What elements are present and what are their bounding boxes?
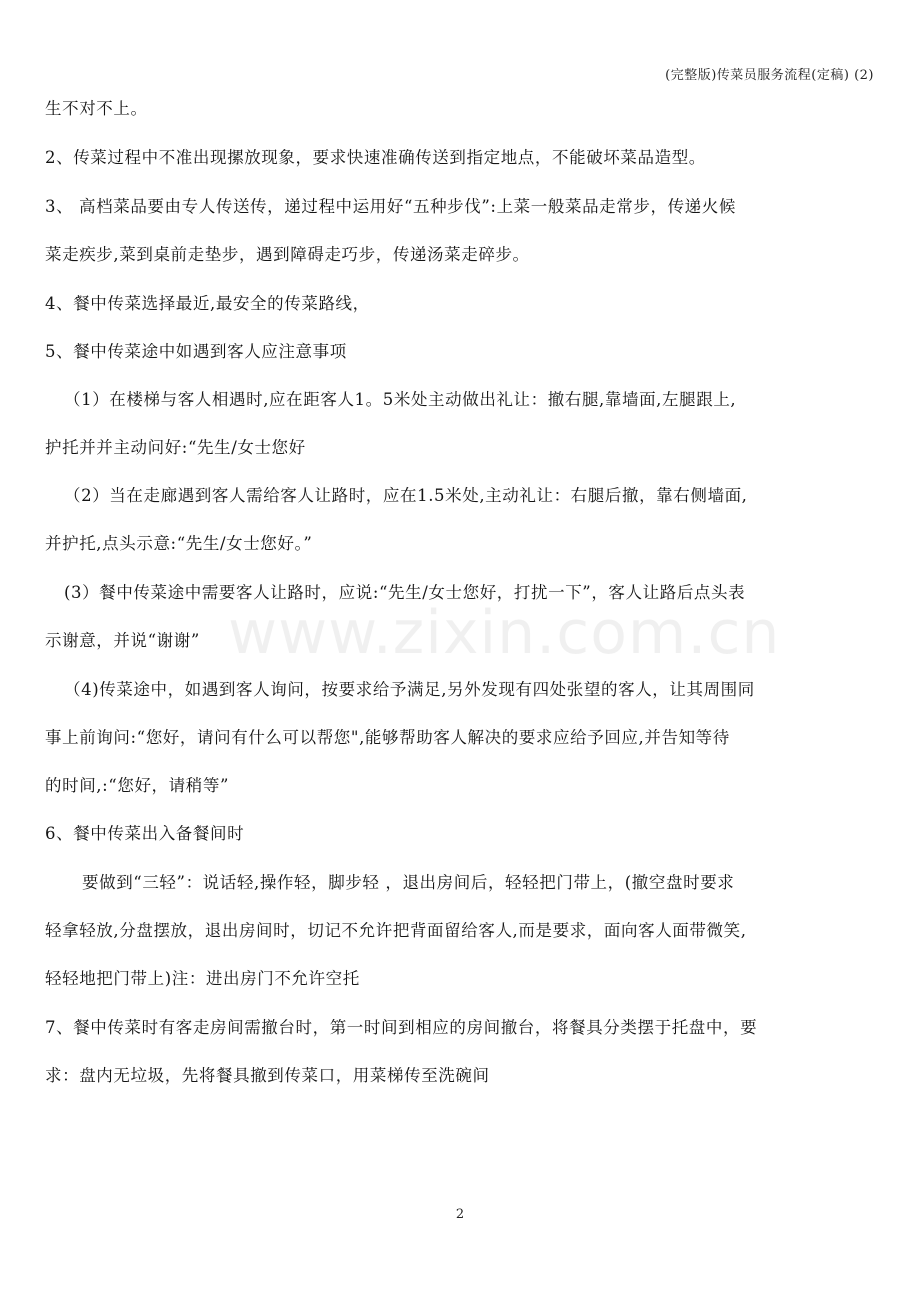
text-line: 护托并并主动问好:“先生/女士您好 [45, 438, 306, 457]
text-line: 的时间,:“您好，请稍等” [45, 776, 229, 795]
text-line: 2、传菜过程中不准出现摞放现象，要求快速准确传送到指定地点，不能破坏菜品造型。 [45, 148, 706, 167]
text-line: （1）在楼梯与客人相遇时,应在距客人1。5米处主动做出礼让：撤右腿,靠墙面,左腿跟上, [64, 390, 737, 409]
watermark: www.zixin.com.cn [228, 598, 781, 668]
text-line: 示谢意，并说“谢谢” [45, 631, 200, 650]
text-line: 4、餐中传菜选择最近,最安全的传菜路线， [45, 294, 370, 313]
text-line: 7、餐中传菜时有客走房间需撤台时，第一时间到相应的房间撤台，将餐具分类摆于托盘中，要 [45, 1018, 758, 1037]
text-line: 轻拿轻放,分盘摆放，退出房间时，切记不允许把背面留给客人,而是要求，面向客人面带微笑, [45, 921, 747, 940]
text-line: 生不对不上。 [45, 99, 148, 118]
text-line: 求：盘内无垃圾，先将餐具撤到传菜口，用菜梯传至洗碗间 [45, 1066, 490, 1085]
text-line: 5、餐中传菜途中如遇到客人应注意事项 [45, 342, 347, 361]
text-line: 6、餐中传菜出入备餐间时 [45, 824, 245, 843]
text-line: 3、 高档菜品要由专人传送传，递过程中运用好“五种步伐”:上菜一般菜品走常步，传递火候 [45, 197, 736, 216]
page-number: 2 [455, 1207, 465, 1222]
text-line: 事上前询问:“您好，请问有什么可以帮您",能够帮助客人解决的要求应给予回应,并告知等待 [45, 728, 730, 747]
text-line: 轻轻地把门带上)注：进出房门不允许空托 [45, 969, 360, 988]
text-line: （4)传菜途中，如遇到客人询问，按要求给予满足,另外发现有四处张望的客人，让其周围同 [64, 680, 755, 699]
text-line: 要做到“三轻”：说话轻,操作轻，脚步轻 ，退出房间后，轻轻把门带上，(撤空盘时要求 [82, 873, 735, 892]
text-line: 菜走疾步,菜到桌前走垫步，遇到障碍走巧步，传递汤菜走碎步。 [45, 245, 530, 264]
running-header: (完整版)传菜员服务流程(定稿) (2) [665, 68, 874, 83]
text-line: 并护托,点头示意:“先生/女士您好。” [45, 534, 313, 553]
text-line: (3）餐中传菜途中需要客人让路时，应说:“先生/女士您好，打扰一下”，客人让路后点头表 [64, 583, 746, 602]
text-line: （2）当在走廊遇到客人需给客人让路时，应在1.5米处,主动礼让：右腿后撤，靠右侧墙面, [64, 486, 748, 505]
